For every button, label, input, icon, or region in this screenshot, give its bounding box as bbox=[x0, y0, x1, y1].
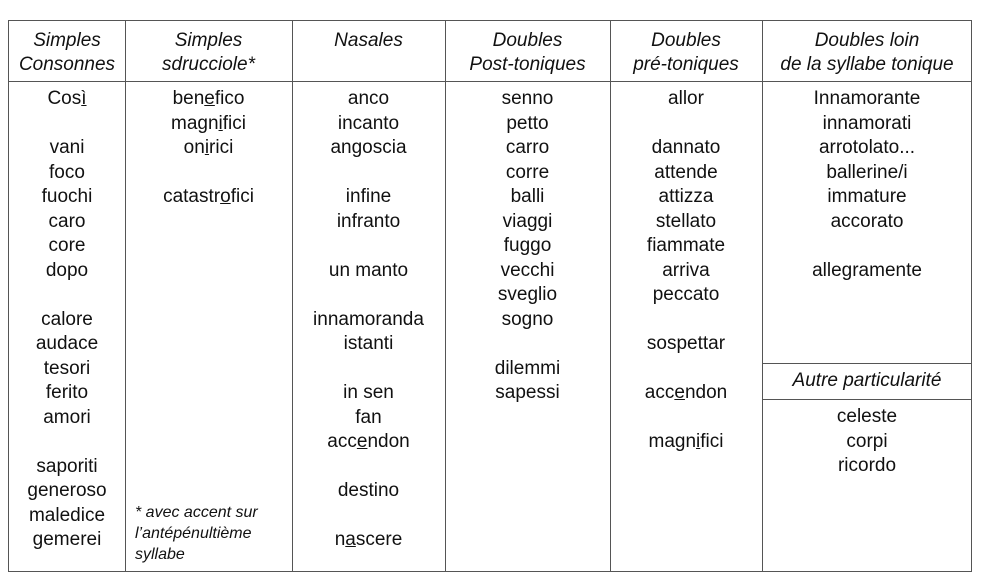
word-cell: allegramente bbox=[812, 259, 922, 281]
footnote-line: syllabe bbox=[135, 546, 185, 563]
header-simples-consonnes bbox=[9, 21, 125, 81]
footnote bbox=[135, 502, 295, 565]
word-cell: fuochi bbox=[41, 186, 93, 207]
word-cell: nascere bbox=[334, 529, 403, 550]
header-line: de la syllabe tonique bbox=[780, 54, 954, 75]
word-cell: arriva bbox=[662, 259, 710, 281]
word-cell: foco bbox=[49, 161, 85, 183]
word-cell: ferito bbox=[45, 382, 89, 403]
header-line: Doubles loin bbox=[814, 30, 920, 51]
word-cell: viaggi bbox=[502, 210, 553, 232]
word-cell: immature bbox=[827, 186, 907, 207]
word-cell: magnifici bbox=[171, 112, 246, 134]
word-cell: Innamorante bbox=[813, 88, 921, 109]
word-cell: magnifici bbox=[648, 431, 724, 452]
word-cell: fan bbox=[355, 406, 382, 428]
word-cell: fuggo bbox=[503, 235, 552, 256]
header-doubles-post-toniques bbox=[445, 21, 610, 81]
word-cell: destino bbox=[337, 480, 400, 501]
word-cell: accendon bbox=[327, 431, 410, 452]
word-cell: generoso bbox=[27, 480, 107, 501]
phonetics-table bbox=[8, 20, 972, 572]
word-cell: stellato bbox=[655, 210, 717, 232]
word-cell: in sen bbox=[343, 382, 394, 403]
word-cell: angoscia bbox=[330, 137, 407, 158]
word-cell: vani bbox=[49, 137, 85, 158]
word-cell: corre bbox=[505, 161, 550, 183]
word-cell: dannato bbox=[651, 137, 721, 158]
header-line: Simples bbox=[174, 30, 243, 51]
header-line: Post-toniques bbox=[469, 54, 586, 75]
header-nasales bbox=[292, 21, 445, 81]
header-line: Nasales bbox=[334, 30, 403, 51]
word-cell: innamorati bbox=[822, 112, 912, 134]
word-cell: catastrofici bbox=[163, 186, 254, 207]
word-cell: accorato bbox=[830, 210, 904, 232]
column-doubles-pre-toniques bbox=[610, 87, 762, 455]
header-line: sdrucciole* bbox=[162, 54, 255, 75]
column-nasales bbox=[292, 87, 445, 553]
header-line: Consonnes bbox=[18, 54, 116, 75]
other-section-header-divider bbox=[762, 399, 971, 400]
column-doubles-post-toniques bbox=[445, 87, 610, 406]
word-cell: caro bbox=[48, 210, 86, 232]
header-doubles-pre-toniques bbox=[610, 21, 762, 81]
word-cell: calore bbox=[41, 308, 93, 330]
word-cell: allor bbox=[668, 88, 704, 109]
word-cell: Così bbox=[47, 88, 87, 109]
word-cell: onirici bbox=[183, 137, 234, 158]
column-simples-sdrucciole bbox=[125, 87, 292, 210]
word-cell: un manto bbox=[328, 259, 409, 281]
word-cell: sospettar bbox=[646, 333, 726, 354]
header-simples-sdrucciole bbox=[125, 21, 292, 81]
word-cell: corpi bbox=[846, 430, 888, 452]
word-cell: celeste bbox=[836, 406, 898, 427]
word-cell: amori bbox=[43, 406, 91, 428]
column-doubles-loin bbox=[762, 87, 972, 283]
word-cell: core bbox=[48, 235, 86, 256]
word-cell: gemerei bbox=[32, 529, 102, 550]
word-cell: istanti bbox=[343, 333, 394, 354]
word-cell: attizza bbox=[658, 186, 714, 207]
word-cell: audace bbox=[35, 333, 99, 354]
header-line: Simples bbox=[33, 30, 101, 51]
word-cell: sveglio bbox=[497, 284, 558, 305]
word-cell: anco bbox=[347, 88, 390, 109]
word-cell: infine bbox=[345, 186, 392, 207]
word-cell: infranto bbox=[336, 210, 401, 232]
word-cell: balli bbox=[510, 186, 545, 207]
word-cell: dilemmi bbox=[494, 357, 561, 379]
other-particularity-list bbox=[762, 405, 972, 479]
word-cell: attende bbox=[654, 161, 718, 183]
word-cell: ricordo bbox=[837, 455, 897, 476]
word-cell: innamoranda bbox=[313, 308, 424, 330]
column-simples-consonnes bbox=[9, 87, 125, 553]
word-cell: dopo bbox=[45, 259, 89, 281]
word-cell: saporiti bbox=[36, 455, 98, 477]
word-cell: fiammate bbox=[646, 235, 726, 256]
word-cell: benefico bbox=[172, 88, 245, 109]
footnote-line: l’antépénultième bbox=[135, 525, 252, 542]
header-divider bbox=[9, 81, 971, 82]
word-cell: petto bbox=[506, 112, 549, 134]
header-line: Doubles bbox=[492, 30, 563, 51]
footnote-line: * avec accent sur bbox=[135, 504, 258, 521]
word-cell: tesori bbox=[43, 357, 91, 379]
word-cell: carro bbox=[505, 137, 550, 158]
word-cell: ballerine/i bbox=[826, 161, 908, 183]
header-line: Doubles bbox=[651, 30, 721, 51]
word-cell: senno bbox=[501, 88, 554, 109]
word-cell: incanto bbox=[337, 112, 400, 134]
header-line: pré-toniques bbox=[633, 54, 739, 75]
header-doubles-loin bbox=[762, 21, 972, 81]
word-cell: sogno bbox=[501, 308, 554, 330]
word-cell: sapessi bbox=[495, 382, 560, 403]
word-cell: accendon bbox=[644, 382, 728, 403]
other-particularity-heading: Autre particularité bbox=[792, 370, 942, 391]
word-cell: peccato bbox=[652, 284, 720, 305]
word-cell: arrotolato... bbox=[818, 137, 916, 158]
word-cell: maledice bbox=[28, 504, 106, 526]
word-cell: vecchi bbox=[500, 259, 555, 281]
